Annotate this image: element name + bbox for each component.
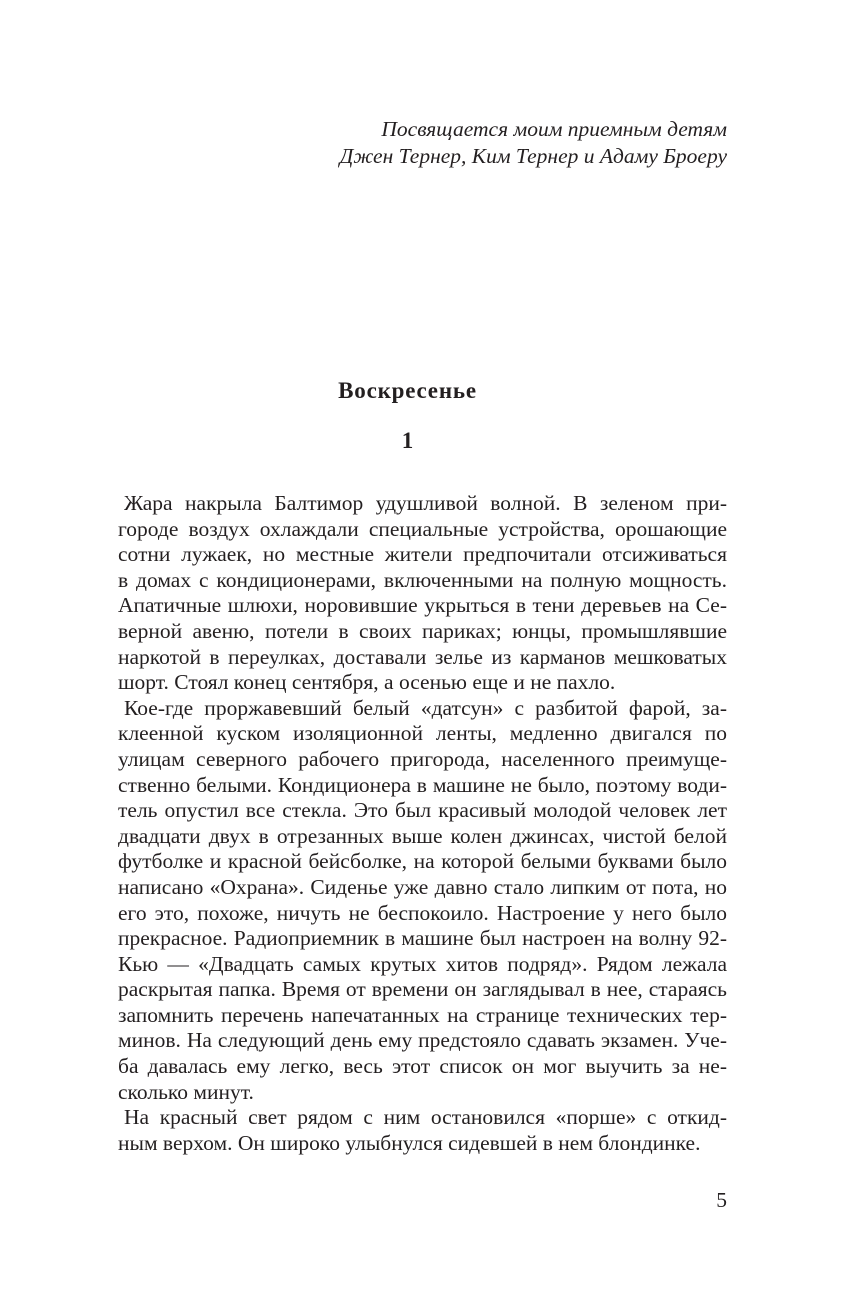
text-line: сотни лужаек, но местные жители предпочитали отсиживаться bbox=[118, 542, 727, 567]
text-line: ба давалась ему легко, весь этот список он мог выучить за не- bbox=[118, 1054, 727, 1079]
text-line: запомнить перечень напечатанных на странице технических тер- bbox=[118, 1002, 727, 1027]
text-line: тель опустил все стекла. Это был красивый молодой человек лет bbox=[118, 798, 727, 823]
text-line: написано «Охрана». Сиденье уже давно стало липким от пота, но bbox=[118, 874, 727, 899]
text-line: ственно белыми. Кондиционера в машине не было, поэтому води- bbox=[118, 772, 727, 797]
text-line: шорт. Стоял конец сентября, а осенью еще и не пахло. bbox=[118, 670, 616, 695]
text-line: сколько минут. bbox=[118, 1079, 254, 1104]
text-line: ным верхом. Он широко улыбнулся сидевшей в нем блондинке. bbox=[118, 1130, 701, 1155]
text-line: улицам северного рабочего пригорода, населенного преимуще- bbox=[118, 746, 727, 771]
chapter-body bbox=[118, 491, 727, 1156]
text-line: Кью — «Двадцать самых крутых хитов подряд». Рядом лежала bbox=[118, 951, 727, 976]
text-line: наркотой в переулках, доставали зелье из карманов мешковатых bbox=[118, 644, 727, 669]
text-line: раскрытая папка. Время от времени он заглядывал в нее, стараясь bbox=[118, 977, 727, 1002]
dedication-line: Посвящается моим приемным детям bbox=[381, 117, 727, 141]
chapter-number: 1 bbox=[401, 428, 414, 453]
text-line: Апатичные шлюхи, норовившие укрыться в тени деревьев на Се- bbox=[118, 593, 727, 618]
text-line: минов. На следующий день ему предстояло сдавать экзамен. Уче- bbox=[118, 1028, 727, 1053]
text-line: городе воздух охлаждали специальные устройства, орошающие bbox=[118, 516, 727, 541]
section-title: Воскресенье bbox=[338, 378, 477, 403]
dedication bbox=[127, 116, 727, 170]
text-line: верной авеню, потели в своих париках; юнцы, промышлявшие bbox=[118, 618, 727, 643]
text-line: На красный свет рядом с ним остановился «порше» с откид- bbox=[124, 1105, 727, 1130]
text-line: Кое-где проржавевший белый «датсун» с разбитой фарой, за- bbox=[124, 695, 727, 720]
text-line: клеенной куском изоляционной ленты, медленно двигался по bbox=[118, 721, 727, 746]
text-line: прекрасное. Радиоприемник в машине был настроен на волну 92- bbox=[118, 926, 727, 951]
text-line: в домах с кондиционерами, включенными на полную мощность. bbox=[118, 567, 727, 592]
text-line: Жара накрыла Балтимор удушливой волной. В зеленом при- bbox=[124, 491, 727, 515]
text-line: его это, похоже, ничуть не беспокоило. Настроение у него было bbox=[118, 900, 727, 925]
dedication-line: Джен Тернер, Ким Тернер и Адаму Броеру bbox=[339, 144, 727, 168]
text-line: футболке и красной бейсболке, на которой белыми буквами было bbox=[118, 849, 727, 874]
page-number: 5 bbox=[716, 1188, 727, 1212]
text-line: двадцати двух в отрезанных выше колен джинсах, чистой белой bbox=[118, 823, 727, 848]
